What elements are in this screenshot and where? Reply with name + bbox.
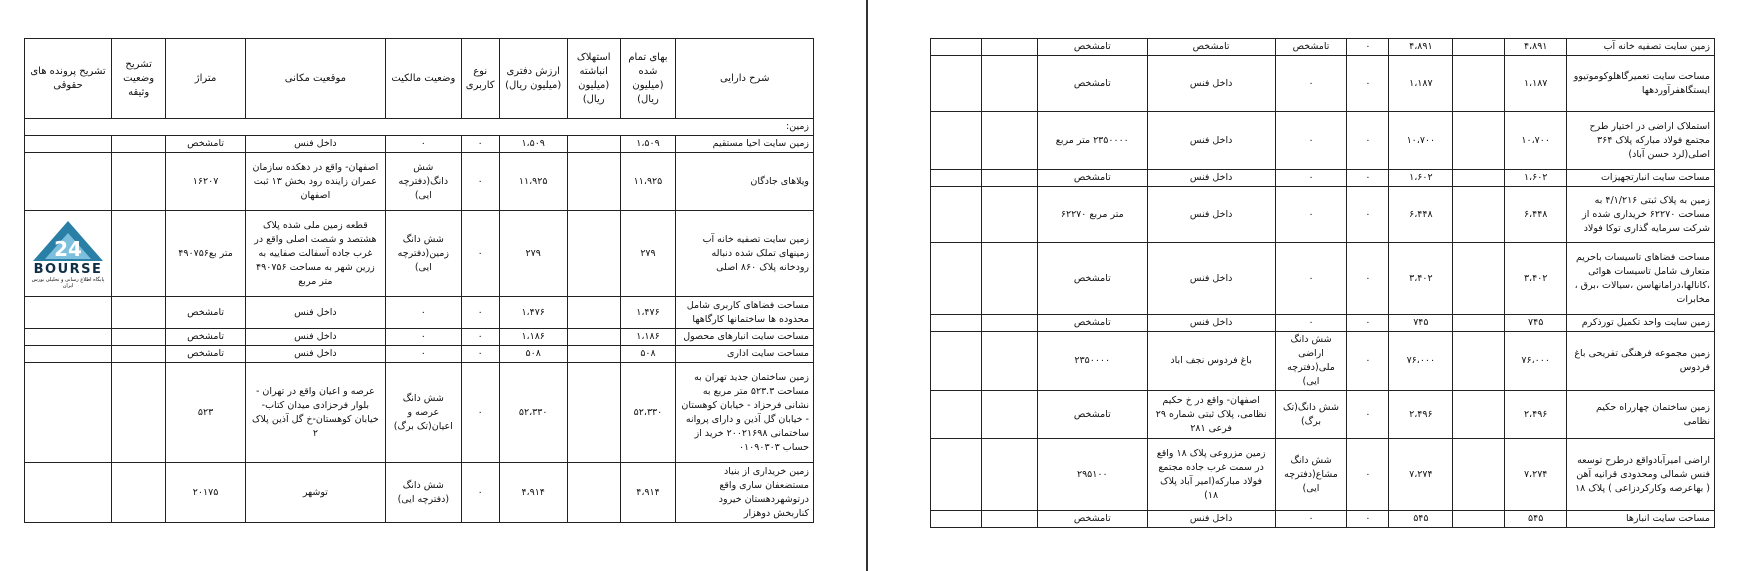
table-cell: شش دانگ مشاع(دفترچه ایی) [1275,439,1347,511]
table-cell: ۰ [461,211,499,297]
bourse-logo [29,219,107,289]
table-cell: زمین ساختمان جدید تهران به مساحت ۵۲۳.۳ متر مربع به نشانی فرحزاد - خیابان کوهستان - خیابان گل آذین و دارای پروانه ساختمانی ۲۰۰۲۱۶۹۸ خرید از حساب ۰۱۰۹۰۳۰۳ [676,363,814,463]
table-cell: ۲۰۱۷۵ [166,463,246,523]
table-row [25,329,814,346]
table-cell [25,329,112,346]
table-cell: ۱،۶۰۲ [1505,170,1567,187]
header-cell: ارزش دفتری (میلیون ریال) [499,39,567,119]
table-row [931,391,1715,439]
table-cell: داخل فنس [1147,315,1275,332]
table-cell [981,439,1037,511]
table-cell: ۱۰،۷۰۰ [1389,112,1453,170]
table-cell [112,463,166,523]
table-row [931,187,1715,243]
table-cell: ۴،۹۱۴ [620,463,676,523]
table-row [931,243,1715,315]
table-cell [1453,315,1505,332]
logo-cell [25,211,112,297]
table-cell: متر بع۴۹۰۷۵۶ [166,211,246,297]
table-cell: ۰ [461,136,499,153]
section-row [25,119,814,136]
table-cell [981,332,1037,391]
header-row [25,39,814,119]
table-cell [112,211,166,297]
table-cell [567,153,620,211]
header-cell: بهای تمام شده (میلیون ریال) [620,39,676,119]
table-cell: ۰ [1347,332,1389,391]
table-row [25,136,814,153]
table-cell: ۱،۱۸۶ [620,329,676,346]
table-cell: ۳،۴۰۲ [1389,243,1453,315]
table-cell: ۰ [1275,511,1347,528]
table-cell: ۴،۸۹۱ [1505,39,1567,56]
table-cell: داخل فنس [245,329,385,346]
table-cell: داخل فنس [1147,187,1275,243]
table-cell: ۷۶،۰۰۰ [1505,332,1567,391]
table-cell: داخل فنس [1147,243,1275,315]
table-cell: ۰ [1275,243,1347,315]
table-cell: ۱۱،۹۲۵ [499,153,567,211]
table-cell: داخل فنس [1147,56,1275,112]
table-cell [1453,170,1505,187]
table-cell: قطعه زمین ملی شده پلاک هشتصد و شصت اصلی واقع در غرب جاده آسفالت صفاییه به زرین شهر به مساحت ۴۹۰۷۵۶ متر مربع [245,211,385,297]
section-label: زمین: [25,119,814,136]
table-cell [931,112,982,170]
table-cell: ۰ [1275,112,1347,170]
table-cell: مساحت فضاهای کاربری شامل محدوده ها ساختمانها کارگاهها [676,297,814,329]
table-cell: تامشخص [1037,56,1147,112]
table-cell: متر مربع ۶۲۲۷۰ [1037,187,1147,243]
header-cell: موقعیت مکانی [245,39,385,119]
table-cell [1453,112,1505,170]
table-cell: شش دانگ عرصه و اعیان(تک برگ) [385,363,461,463]
page-divider [866,0,868,571]
table-cell: ۰ [461,297,499,329]
table-cell: مساحت سایت تعمیرگاهلوکوموتیوو ایستگاهفرآوردهها [1567,56,1715,112]
table-cell [25,153,112,211]
table-cell [1453,39,1505,56]
table-cell: ۰ [1347,391,1389,439]
table-cell: تامشخص [1037,39,1147,56]
table-cell: ۰ [385,297,461,329]
table-cell: ۱،۴۷۶ [499,297,567,329]
table-cell [981,56,1037,112]
table-cell: ۰ [461,346,499,363]
table-cell [112,363,166,463]
table-cell [981,511,1037,528]
table-cell: مساحت فضاهای تاسیسات باحریم متعارف شامل تاسیسات هوائی ،کانالها،درامانهاسن ،سیالات ،برق ، مخابرات [1567,243,1715,315]
table-cell: ۷۴۵ [1505,315,1567,332]
table-cell: زمین سایت واحد تکمیل تورذکرم [1567,315,1715,332]
table-row [931,170,1715,187]
table-cell: تامشخص [166,297,246,329]
table-cell: زمین سایت تصفیه خانه آب [1567,39,1715,56]
table-cell: ۰ [385,346,461,363]
table-row [931,112,1715,170]
table-row [931,315,1715,332]
table-cell: ۱،۵۰۹ [620,136,676,153]
table-cell: ۰ [461,463,499,523]
table-cell: ۰ [1347,439,1389,511]
table-cell: مساحت سایت اداری [676,346,814,363]
table-cell: شش دانگ(تک برگ) [1275,391,1347,439]
table-cell: ۰ [385,329,461,346]
table-cell: استملاک اراضی در اختیار طرح مجتمع فولاد مبارکه پلاک ۳۶۴ اصلی(لرد حسن آباد) [1567,112,1715,170]
table-cell: ۲۷۹ [499,211,567,297]
table-cell [567,346,620,363]
table-cell: ۰ [1275,315,1347,332]
right-asset-table [930,38,1715,528]
table-cell [931,332,982,391]
table-cell [1453,511,1505,528]
table-row [25,363,814,463]
table-cell: تامشخص [1037,170,1147,187]
table-cell: تامشخص [166,346,246,363]
table-cell [931,56,982,112]
table-cell: زمین خریداری از بنیاد مستضعفان ساری واقع درتوشهردهستان خیرود کناربخش دوهزار [676,463,814,523]
table-cell [567,211,620,297]
table-cell: ۲،۴۹۶ [1389,391,1453,439]
table-cell: ۱،۵۰۹ [499,136,567,153]
table-cell: تامشخص [1147,39,1275,56]
table-cell [567,136,620,153]
table-cell: تامشخص [166,136,246,153]
table-cell [931,391,982,439]
table-cell: زمین مزروعی پلاک ۱۸ واقع در سمت غرب جاده مجتمع فولاد مبارکه(امیر آباد پلاک ۱۸) [1147,439,1275,511]
table-cell [981,39,1037,56]
table-row [931,439,1715,511]
table-cell: ۲۷۹ [620,211,676,297]
table-cell: تامشخص [1037,511,1147,528]
table-cell: مساحت سایت انبارها [1567,511,1715,528]
table-cell: ۲،۴۹۶ [1505,391,1567,439]
table-cell: مساحت سایت انبارتجهیزات [1567,170,1715,187]
table-cell: ۰ [1347,187,1389,243]
table-cell: ۴،۸۹۱ [1389,39,1453,56]
table-cell: ۵۲،۳۳۰ [620,363,676,463]
table-cell: ۰ [385,136,461,153]
table-cell [567,329,620,346]
svg-text:24: 24 [54,236,82,261]
table-cell [1453,243,1505,315]
table-cell: ۰ [461,363,499,463]
table-cell [112,346,166,363]
table-cell: زمین سایت احیا مستقیم [676,136,814,153]
table-cell: مساحت سایت انبارهای محصول [676,329,814,346]
table-cell: داخل فنس [245,346,385,363]
table-cell: ۷،۲۷۴ [1505,439,1567,511]
table-cell: ۵۴۵ [1389,511,1453,528]
table-row [25,211,814,297]
table-cell [931,511,982,528]
table-cell: ۰ [1347,170,1389,187]
table-cell: ۰ [461,329,499,346]
table-cell: ۵۲۳ [166,363,246,463]
table-cell [1453,439,1505,511]
table-cell: ۰ [1347,511,1389,528]
table-cell: عرصه و اعیان واقع در تهران - بلوار فرحزادی میدان کتاب- خیابان کوهستان-خ گل آذین پلاک ۲ [245,363,385,463]
table-cell: شش دانگ اراضی ملی(دفترچه ایی) [1275,332,1347,391]
table-cell [1453,332,1505,391]
table-cell: شش دانگ (دفترچه ایی) [385,463,461,523]
table-cell: ۱۶۲۰۷ [166,153,246,211]
table-cell [567,297,620,329]
table-cell [112,153,166,211]
table-row [25,463,814,523]
table-cell [931,187,982,243]
header-cell: تشریح پرونده های حقوقی [25,39,112,119]
table-row [25,297,814,329]
table-cell [981,112,1037,170]
bourse-logo-icon [29,219,107,263]
header-cell: متراژ [166,39,246,119]
table-cell: ۵۴۵ [1505,511,1567,528]
table-cell: ۰ [1347,112,1389,170]
table-cell: ۰ [1275,187,1347,243]
table-cell: تامشخص [166,329,246,346]
table-row [931,511,1715,528]
table-cell [931,439,982,511]
table-cell: ۰ [1275,170,1347,187]
table-cell: باغ فردوس نجف اباد [1147,332,1275,391]
table-cell [981,187,1037,243]
table-row [25,153,814,211]
table-cell: زمین ساختمان چهارراه حکیم نظامی [1567,391,1715,439]
table-row [25,346,814,363]
table-cell: ۱۰،۷۰۰ [1505,112,1567,170]
header-cell: تشریح وضعیت وثیقه [112,39,166,119]
table-cell: زمین به پلاک ثبتی ۴/۱/۲۱۶ به مساحت ۶۲۲۷۰ خریداری شده از شرکت سرمایه گذاری توکا فولاد [1567,187,1715,243]
table-cell [112,297,166,329]
table-cell [25,297,112,329]
table-cell: ۰ [1347,243,1389,315]
table-cell: ۲۳۵۰۰۰۰ متر مربع [1037,112,1147,170]
table-cell [981,243,1037,315]
table-cell: ۲۹۵۱۰۰ [1037,439,1147,511]
table-cell: توشهر [245,463,385,523]
table-cell [981,170,1037,187]
table-cell [981,315,1037,332]
table-cell: ۶،۴۴۸ [1505,187,1567,243]
table-cell: داخل فنس [1147,170,1275,187]
table-cell: اراضی امیرآبادواقع درطرح توسعه فنس شمالی ومحدودی قرانیه آهن ( بهاعرصه وکارکردزاعی ) پلاک ۱۸ [1567,439,1715,511]
table-cell: ۵۰۸ [499,346,567,363]
table-cell: تامشخص [1037,243,1147,315]
table-cell: ۲۳۵۰۰۰۰ [1037,332,1147,391]
table-cell [1453,56,1505,112]
table-cell: تامشخص [1037,391,1147,439]
table-cell: ۱،۱۸۶ [499,329,567,346]
left-asset-table [24,38,814,523]
table-cell [25,363,112,463]
table-cell [931,39,982,56]
table-cell [112,329,166,346]
table-cell: ۷۴۵ [1389,315,1453,332]
table-cell: ۷،۲۷۴ [1389,439,1453,511]
table-cell: داخل فنس [1147,112,1275,170]
table-cell: داخل فنس [245,136,385,153]
table-cell: شش دانگ زمین(دفترچه ایی) [385,211,461,297]
table-cell: ۱،۱۸۷ [1505,56,1567,112]
table-cell: ۰ [1347,56,1389,112]
table-cell: تامشخص [1275,39,1347,56]
table-cell: ۵۰۸ [620,346,676,363]
table-cell: ۴،۹۱۴ [499,463,567,523]
table-cell: زمین مجموعه فرهنگی تفریحی باغ فردوس [1567,332,1715,391]
table-cell [25,346,112,363]
table-cell: اصفهان- واقع در دهکده سازمان عمران زاینده رود بخش ۱۳ ثبت اصفهان [245,153,385,211]
table-cell: داخل فنس [1147,511,1275,528]
table-row [931,56,1715,112]
table-cell: ۶،۴۴۸ [1389,187,1453,243]
table-cell: ویلاهای جادگان [676,153,814,211]
header-cell: وضعیت مالکیت [385,39,461,119]
logo-word: BOURSE [33,261,103,277]
table-cell: اصفهان- واقع در خ حکیم نظامی، پلاک ثبتی شماره ۲۹ فرعی ۲۸۱ [1147,391,1275,439]
table-cell: شش دانگ(دفترچه ایی) [385,153,461,211]
logo-caption: پایگاه اطلاع رسانی و تحلیلی بورس ایران [31,276,105,289]
table-cell [112,136,166,153]
table-cell: ۱۱،۹۲۵ [620,153,676,211]
header-cell: نوع کاربری [461,39,499,119]
table-cell: ۱،۶۰۲ [1389,170,1453,187]
table-cell: ۱،۱۸۷ [1389,56,1453,112]
table-row [931,39,1715,56]
table-cell: ۰ [461,153,499,211]
table-cell: تامشخص [1037,315,1147,332]
table-cell [931,315,982,332]
header-cell: استهلاک انباشته (میلیون ریال) [567,39,620,119]
table-cell [1453,187,1505,243]
table-cell: زمین سایت تصفیه خانه آب زمینهای تملک شده دنباله رودخانه پلاک ۸۶۰ اصلی [676,211,814,297]
table-cell [25,463,112,523]
table-cell [981,391,1037,439]
table-cell [1453,391,1505,439]
header-cell: شرح دارایی [676,39,814,119]
table-cell: ۷۶،۰۰۰ [1389,332,1453,391]
table-cell: ۰ [1275,56,1347,112]
table-cell: داخل فنس [245,297,385,329]
table-cell: ۵۲،۳۳۰ [499,363,567,463]
table-cell [567,463,620,523]
table-row [931,332,1715,391]
table-cell: ۰ [1347,39,1389,56]
table-cell: ۳،۴۰۲ [1505,243,1567,315]
table-cell [567,363,620,463]
table-cell: ۱،۴۷۶ [620,297,676,329]
table-cell [25,136,112,153]
table-cell [931,243,982,315]
table-cell [931,170,982,187]
table-cell: ۰ [1347,315,1389,332]
